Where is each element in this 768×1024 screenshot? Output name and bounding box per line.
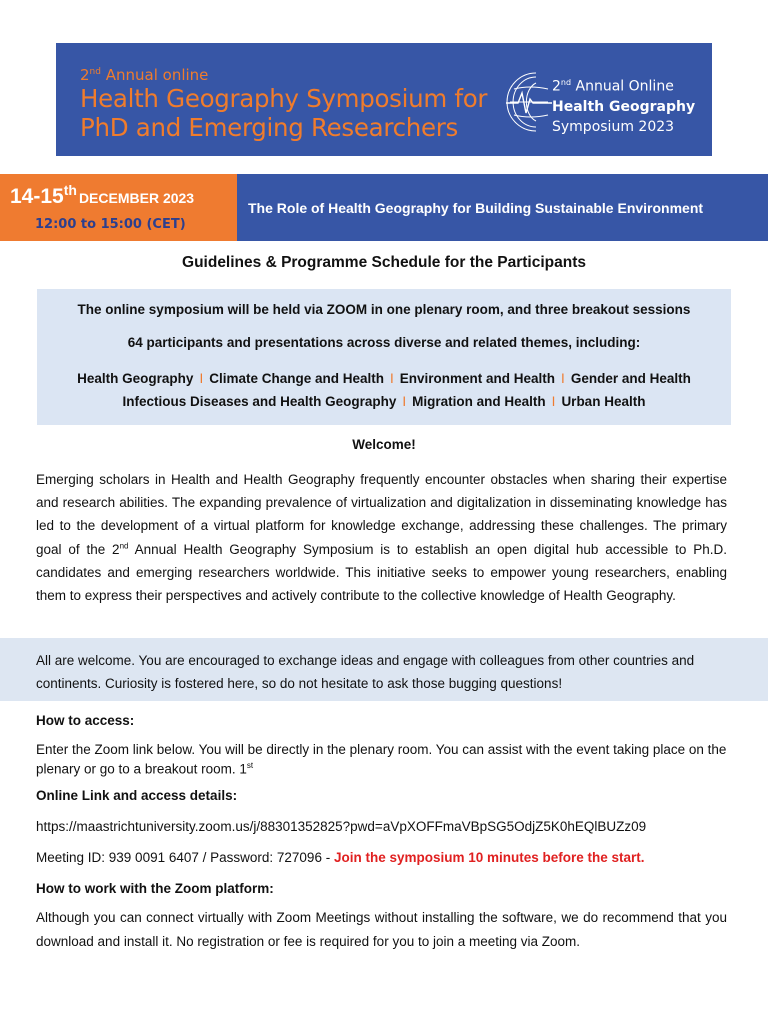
globe-heartbeat-icon [506, 69, 552, 135]
zoom-heading: How to work with the Zoom platform: [36, 881, 274, 896]
link-heading: Online Link and access details: [36, 788, 238, 803]
zoom-link[interactable]: https://maastrichtuniversity.zoom.us/j/88301352825?pwd=aVpXOFFmaVBpSG5OdjZ5K0hEQlBUZz09 [36, 819, 647, 834]
meeting-details: Meeting ID: 939 0091 6407 / Password: 727096 - Join the symposium 10 minutes before the start. [36, 850, 645, 865]
theme-item: Urban Health [561, 394, 646, 409]
theme-separator: I [390, 371, 394, 386]
info-box [37, 289, 731, 425]
theme-item: Migration and Health [412, 394, 546, 409]
intro-paragraph: Emerging scholars in Health and Health Geography frequently encounter obstacles when sharing their expertise and research abilities. The expanding prevalence of virtualization and digitalization in disseminating knowledge has led to the development of a virtual platform for knowledge exchange, addressing these challenges. The primary goal of the 2nd Annual Health Geography Symposium is to establish an open digital hub accessible to Ph.D. candidates and emerging researchers worldwide. This initiative seeks to empower young researchers, enabling them to express their perspectives and actively contribute to the collective knowledge of Health Geography. [36, 472, 728, 604]
info-line-participants: 64 participants and presentations across diverse and related themes, including: [127, 335, 641, 350]
event-time: 12:00 to 15:00 (CET) [35, 217, 186, 232]
info-line-venue: The online symposium will be held via ZOOM in one plenary room, and three breakout sessions [77, 302, 691, 317]
theme-separator: I [561, 371, 565, 386]
page-title: Guidelines & Programme Schedule for the Participants [182, 254, 586, 271]
theme-separator: I [199, 371, 204, 386]
welcome-heading: Welcome! [352, 437, 416, 452]
theme-item: Environment and Health [399, 371, 556, 386]
access-heading: How to access: [36, 713, 135, 728]
access-text: Enter the Zoom link below. You will be directly in the plenary room. You can assist with the event taking place on the plenary or go to a breakout room. 1st [36, 742, 727, 777]
theme-separator: I [551, 394, 556, 409]
zoom-text: Although you can connect virtually with Zoom Meetings without installing the software, we do recommend that you download and install it. No registration or fee is required for you to join a meeting via Zoom. [36, 910, 727, 949]
banner-title-line1: Health Geography Symposium for [80, 84, 488, 113]
banner-logo-text: 2nd Annual Online Health Geography Symposium 2023 [552, 78, 696, 135]
banner-subtitle: 2nd Annual online [80, 66, 209, 84]
banner-title-block [80, 63, 487, 142]
event-date-box [0, 174, 237, 241]
reminder-text: Join the symposium 10 minutes before the start. [333, 850, 645, 865]
welcome-note-box [0, 638, 768, 701]
event-info-row [0, 174, 768, 241]
theme-separator: I [402, 394, 407, 409]
themes-row-1 [37, 367, 731, 390]
event-theme: The Role of Health Geography for Building Sustainable Environment [237, 174, 768, 241]
banner-title-line2: PhD and Emerging Researchers [80, 113, 459, 142]
theme-item: Gender and Health [570, 371, 691, 386]
event-date: 14-15th DECEMBER 2023 [10, 182, 195, 208]
themes-row-2 [37, 390, 731, 413]
themes-list [37, 367, 731, 413]
theme-item: Health Geography [77, 371, 194, 386]
header-banner [56, 43, 712, 156]
theme-item: Climate Change and Health [209, 371, 384, 386]
welcome-note: All are welcome. You are encouraged to exchange ideas and engage with colleagues from other countries and continents. Curiosity is fostered here, so do not hesitate to ask those bugging questions! [36, 653, 695, 691]
theme-item: Infectious Diseases and Health Geography [122, 394, 397, 409]
